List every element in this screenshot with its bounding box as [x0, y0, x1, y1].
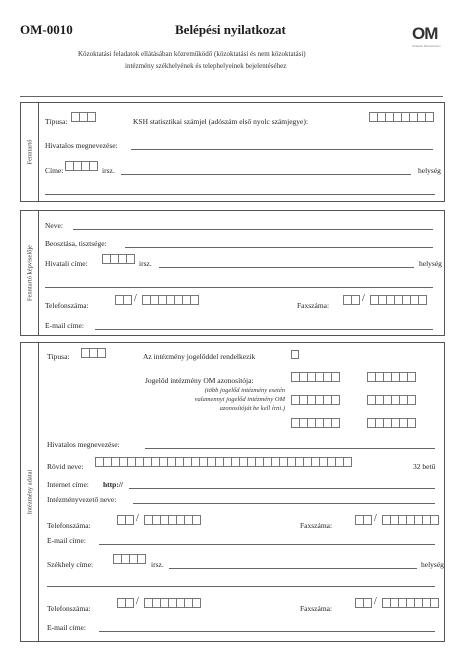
int-fax2-slash: / [374, 596, 377, 607]
szekhely-field-2[interactable] [47, 586, 435, 587]
form-title: Belépési nyilatkozat [175, 22, 286, 37]
szekhely-field[interactable] [169, 568, 417, 569]
jogelod-checkbox[interactable] [291, 350, 299, 359]
hivatali-helyseg-label: helység [419, 259, 442, 268]
intezmeny-section [20, 342, 445, 642]
int-tipusa-label: Típusa: [47, 352, 70, 361]
ksh-label: KSH statisztikai számjel (adószám első nyolc számjegye): [133, 117, 308, 126]
cime-field[interactable] [121, 174, 411, 175]
header-rule [20, 96, 443, 97]
jogelod-om-2-boxes[interactable] [367, 372, 415, 382]
email-label: E-mail címe: [45, 321, 84, 330]
fenntarto-section [20, 102, 445, 202]
fax-number-boxes[interactable] [370, 295, 426, 305]
om-logo-text: OM [412, 24, 438, 43]
int-telefon-area-boxes[interactable] [117, 515, 133, 525]
fax-slash: / [362, 293, 365, 304]
int-fax-area-boxes[interactable] [355, 515, 371, 525]
kepviselo-label: Fenntartó képviselője [26, 244, 33, 302]
rovid-neve-boxes[interactable] [95, 457, 351, 467]
fenntarto-label: Fenntartó [26, 139, 33, 165]
telefon-number-boxes[interactable] [142, 295, 198, 305]
vezeto-field[interactable] [133, 503, 435, 504]
ksh-boxes[interactable] [369, 112, 433, 122]
jogelod-note-1: (több jogelőd intézmény esetén [204, 387, 285, 394]
neve-label: Neve: [45, 221, 63, 230]
jogelod-om-4-boxes[interactable] [367, 395, 415, 405]
int-telefon-number-boxes[interactable] [144, 515, 200, 525]
int-faxszama2-label: Faxszáma: [300, 604, 333, 613]
form-code: OM-0010 [20, 22, 73, 37]
cime-irsz-boxes[interactable] [65, 161, 97, 171]
intezmeny-label: Intézmény adatai [26, 469, 33, 515]
neve-field[interactable] [73, 229, 433, 230]
email-field[interactable] [95, 329, 433, 330]
tipusa-label: Típusa: [45, 117, 68, 126]
int-hivatalos-label: Hivatalos megnevezése: [47, 440, 120, 449]
http-label: http:// [103, 480, 124, 489]
int-telefon2-slash: / [136, 596, 139, 607]
cime-irsz-label: irsz. [102, 166, 115, 175]
jogelod-note-2: valamennyi jogelőd intézmény OM [194, 396, 285, 403]
betu-label: 32 betű [413, 462, 436, 471]
jogelod-om-3-boxes[interactable] [291, 395, 339, 405]
form-subtitle-line1: Közoktatási feladatok ellátásában közreműködő (közoktatási és nem közoktatási) [78, 50, 306, 58]
hivatalos-megnevezes-field[interactable] [131, 149, 433, 150]
telefonszama-label: Telefonszáma: [45, 301, 89, 310]
hivatali-irsz-label: irsz. [139, 259, 152, 268]
internet-field[interactable] [129, 488, 435, 489]
szekhely-label: Székhely címe: [47, 560, 94, 569]
szekhely-irsz-boxes[interactable] [113, 554, 145, 564]
int-tipusa-boxes[interactable] [81, 348, 105, 358]
int-email2-field[interactable] [99, 631, 435, 632]
int-email2-label: E-mail címe: [47, 623, 86, 632]
om-logo-subtext: Oktatási Minisztérium [412, 44, 441, 48]
int-telefonszama-label: Telefonszáma: [47, 521, 91, 530]
int-email-field[interactable] [99, 544, 435, 545]
int-telefon2-area-boxes[interactable] [117, 598, 133, 608]
telefon-area-boxes[interactable] [115, 295, 131, 305]
intezmeny-sidebar [21, 343, 39, 641]
form-subtitle-line2: intézmény székhelyének és telephelyeinek bejelentéséhez [125, 62, 287, 70]
cime-label: Címe: [45, 166, 64, 175]
int-email-label: E-mail címe: [47, 536, 86, 545]
int-faxszama-label: Faxszáma: [300, 521, 333, 530]
hivatali-cime-field[interactable] [159, 267, 414, 268]
faxszama-label: Faxszáma: [297, 301, 330, 310]
hivatali-cime-field-2[interactable] [45, 287, 433, 288]
beosztasa-field[interactable] [125, 247, 433, 248]
hivatali-irsz-boxes[interactable] [102, 254, 134, 264]
jogelod-om-1-boxes[interactable] [291, 372, 339, 382]
int-hivatalos-field[interactable] [145, 448, 435, 449]
int-telefon-slash: / [136, 513, 139, 524]
int-telefon2-number-boxes[interactable] [144, 598, 200, 608]
beosztasa-label: Beosztása, tisztsége: [45, 239, 107, 248]
szekhely-helyseg-label: helység [421, 560, 444, 569]
kepviselo-sidebar [21, 211, 39, 335]
jogelod-om-label: Jogelőd intézmény OM azonosítója: [145, 376, 254, 385]
int-fax2-number-boxes[interactable] [382, 598, 438, 608]
jogelod-note-3: azonosítóját be kell írni.) [219, 405, 285, 412]
jogelod-om-6-boxes[interactable] [367, 418, 415, 428]
tipusa-boxes[interactable] [71, 112, 95, 122]
jogelod-label: Az intézmény jogelőddel rendelkezik [143, 352, 256, 361]
int-fax-number-boxes[interactable] [382, 515, 438, 525]
vezeto-label: Intézményvezető neve: [47, 495, 117, 504]
int-fax-slash: / [374, 513, 377, 524]
cime-field-2[interactable] [45, 194, 435, 195]
int-telefonszama2-label: Telefonszáma: [47, 604, 91, 613]
hivatalos-megnevezes-label: Hivatalos megnevezése: [45, 141, 118, 150]
jogelod-om-5-boxes[interactable] [291, 418, 339, 428]
szekhely-irsz-label: irsz. [151, 560, 164, 569]
int-fax2-area-boxes[interactable] [355, 598, 371, 608]
cime-helyseg-label: helység [418, 166, 441, 175]
om-logo [412, 24, 444, 54]
hivatali-cime-label: Hivatali címe: [45, 259, 88, 268]
fax-area-boxes[interactable] [343, 295, 359, 305]
telefon-slash: / [134, 293, 137, 304]
kepviselo-section [20, 210, 445, 336]
rovid-neve-label: Rövid neve: [47, 462, 84, 471]
fenntarto-sidebar [21, 103, 39, 201]
internet-label: Internet címe: [47, 480, 89, 489]
